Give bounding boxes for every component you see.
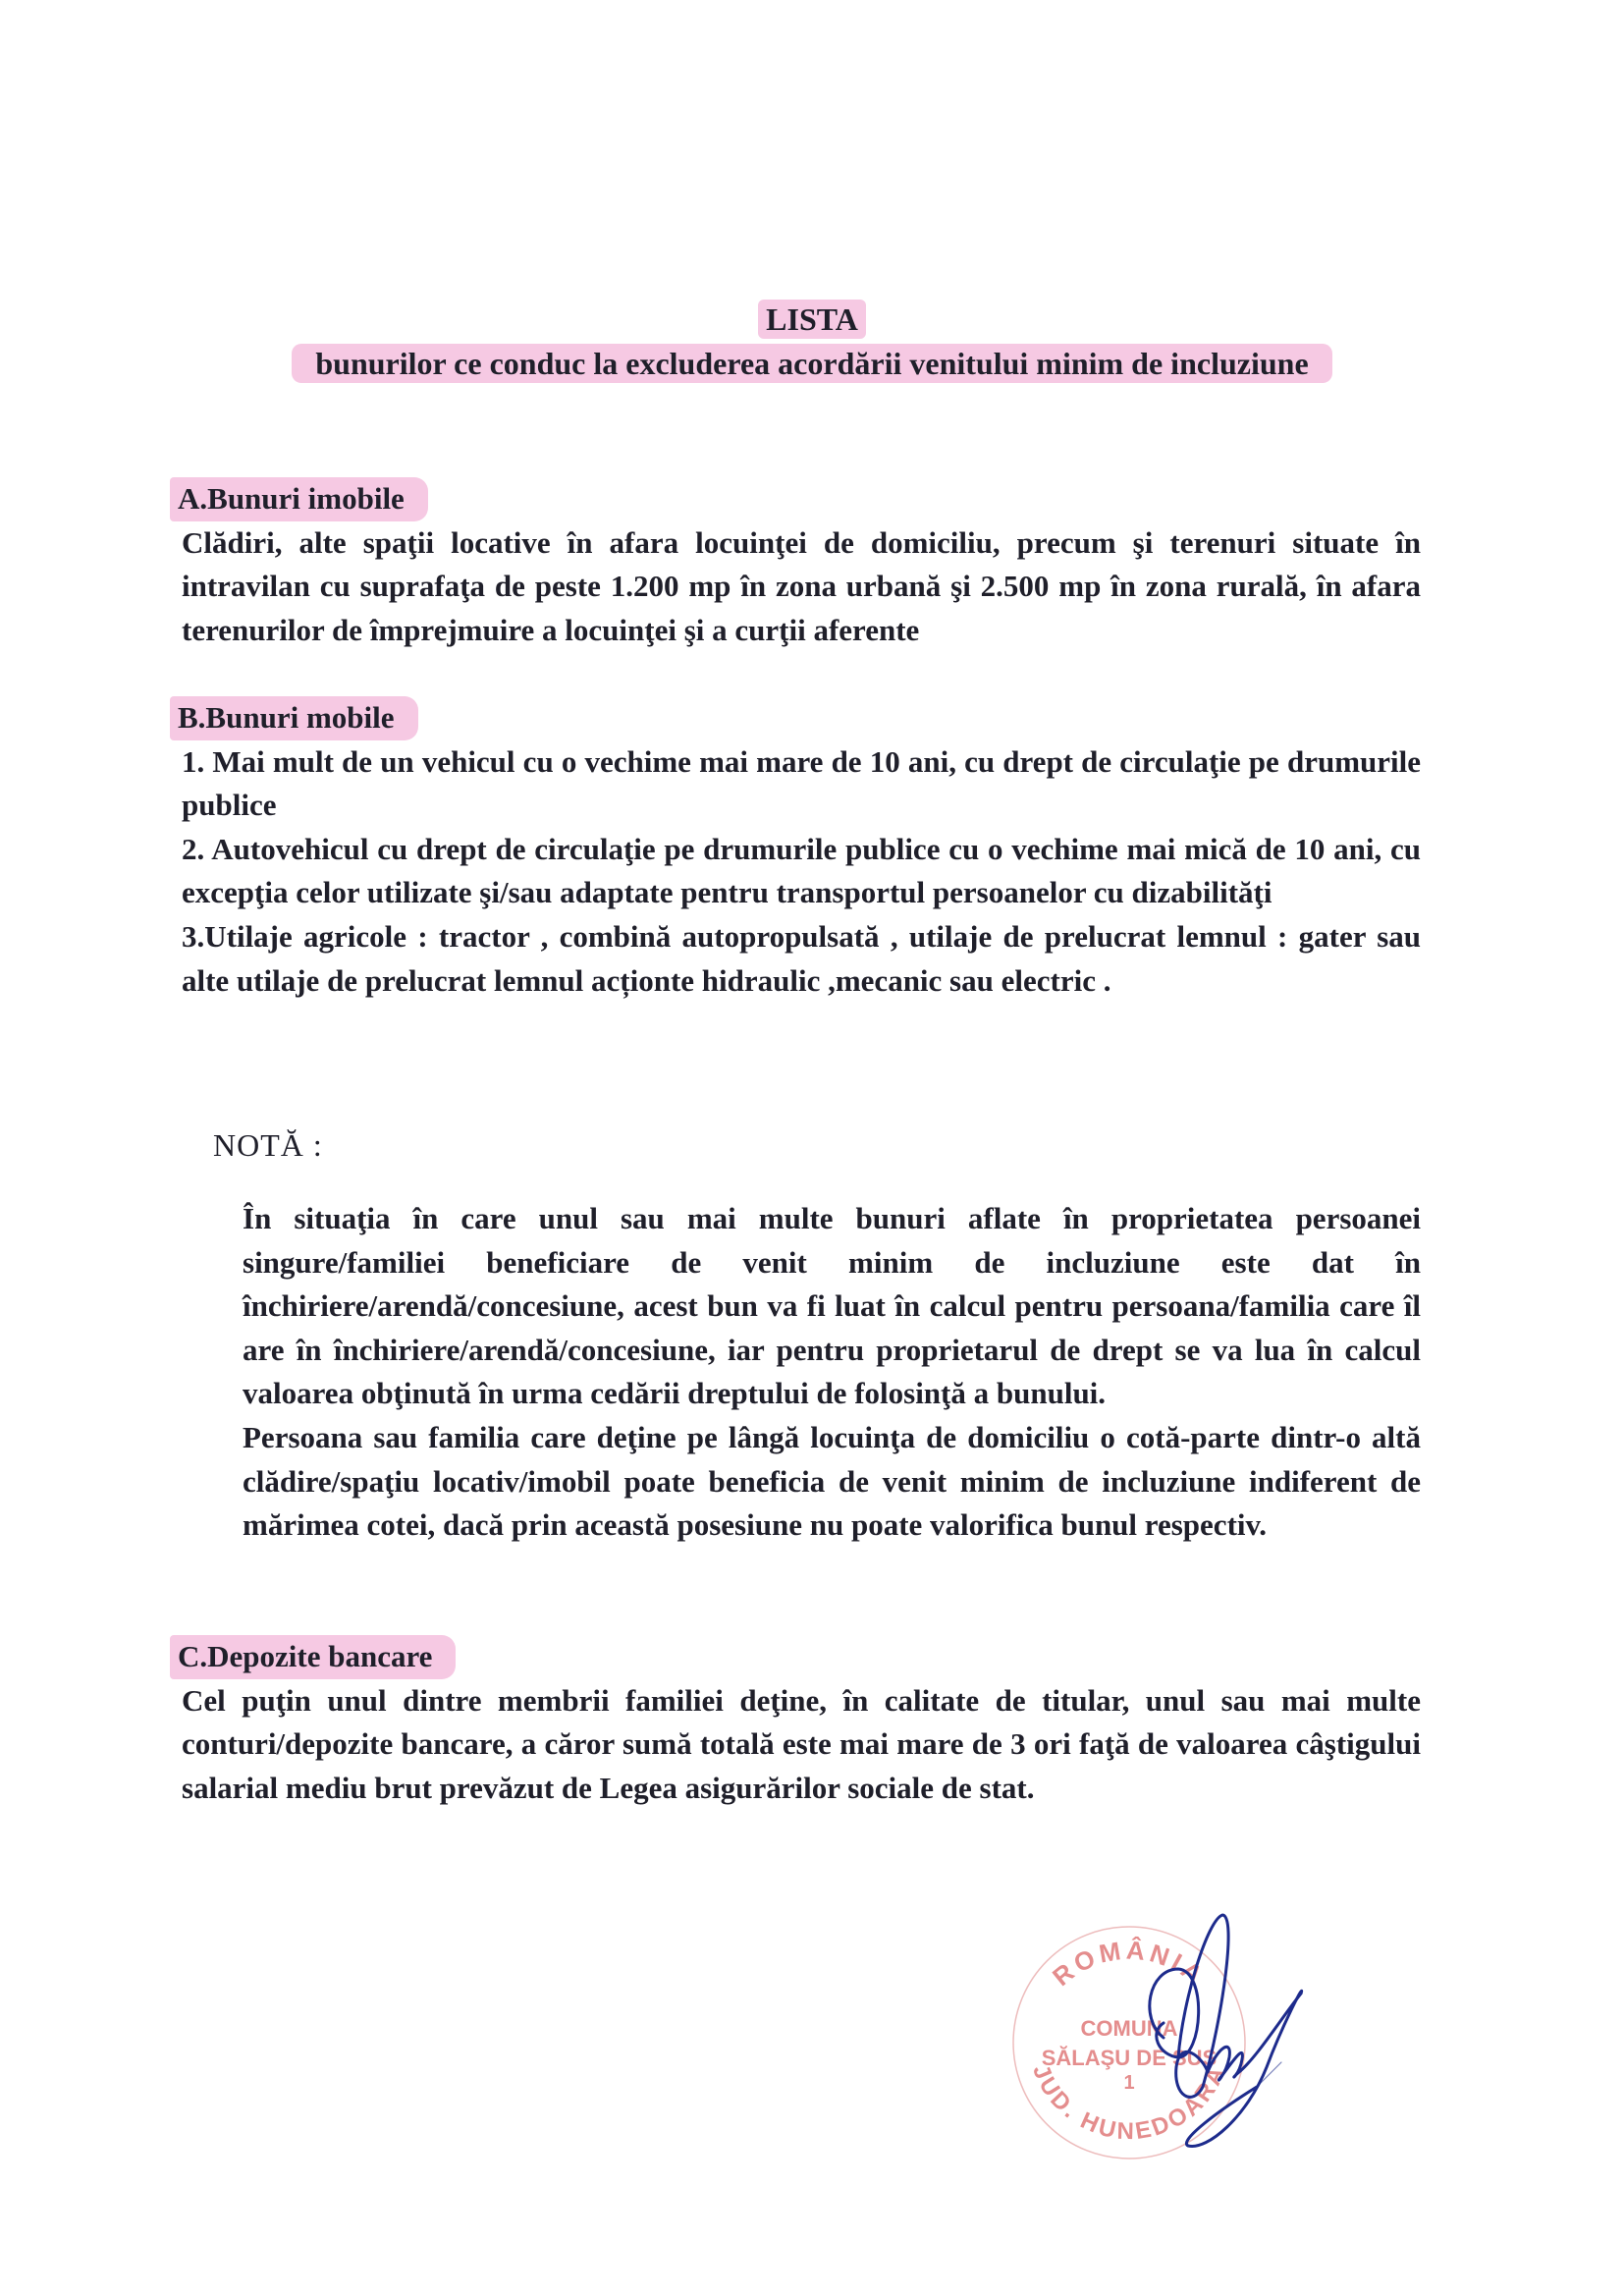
section-a [178, 477, 1421, 652]
section-c-heading: C.Depozite bancare [170, 1635, 456, 1679]
nota-label: NOTĂ : [213, 1127, 323, 1163]
section-a-heading: A.Bunuri imobile [170, 477, 428, 521]
document-title [0, 300, 1624, 339]
stamp-top-arc: ROMÂNIA [1047, 1935, 1212, 1993]
section-a-text: Clădiri, alte spaţii locative în afara locuinţei de domiciliu, precum şi terenuri situate în intravilan cu suprafaţa de peste 1.200 mp în zona urbană şi 2.500 mp în zona rurală, în afara terenurilor de împrejmuire a locuinţei şi a curţii aferente [182, 524, 1421, 647]
section-c-text: Cel puţin unul dintre membrii familiei deţine, în calitate de titular, unul sau mai multe conturi/depozite bancare, a căror sumă totală este mai mare de 3 ori faţă de valoarea câştigului salarial mediu brut prevăzut de Legea asigurărilor sociale de stat. [182, 1682, 1421, 1805]
subtitle-text: bunurilor ce conduc la excluderea acordării venitului minim de incluziune [292, 344, 1331, 383]
stamp-line-1: COMUNA [1080, 2016, 1178, 2041]
section-b-heading: B.Bunuri mobile [170, 696, 418, 740]
section-b-item-1: 1. Mai mult de un vehicul cu o vechime mai mare de 10 ani, cu drept de circulaţie pe drumurile publice [182, 743, 1421, 823]
title-text: LISTA [758, 300, 866, 339]
signature-icon [1110, 1900, 1316, 2156]
nota-body [243, 1197, 1421, 1548]
stamp-bottom-arc: JUD. HUNEDOARA [1027, 2060, 1232, 2146]
section-b-item-3: 3.Utilaje agricole : tractor , combină autopropulsată , utilaje de prelucrat lemnul : gater sau alte utilaje de prelucrat lemnul acționte hidraulic ,mecanic sau electric . [182, 918, 1421, 998]
nota-paragraph-2: Persoana sau familia care deţine pe lângă locuinţa de domiciliu o cotă-parte dintr-o altă clădire/spaţiu locativ/imobil poate beneficia de venit minim de incluziune indiferent de mărimea cotei, dacă prin această posesiune nu poate valorifica bunul respectiv. [243, 1419, 1421, 1543]
nota-paragraph-1: În situaţia în care unul sau mai multe bunuri aflate în proprietatea persoanei singure/familiei beneficiare de venit minim de incluziune este dat în închiriere/arendă/concesiune, acest bun va fi luat în calcul pentru persoana/familia care îl are în închiriere/arendă/concesiune, iar pentru proprietarul de drept se va lua în calcul valoarea obţinută în urma cedării dreptului de folosinţă a bunului. [243, 1201, 1421, 1411]
stamp-line-2: SĂLAŞU DE SUS [1041, 2046, 1218, 2070]
document-subtitle [0, 342, 1624, 385]
section-c [178, 1635, 1421, 1810]
section-b-item-2: 2. Autovehicul cu drept de circulaţie pe drumurile publice cu o vechime mai mică de 10 ani, cu excepţia celor utilizate şi/sau adaptate pentru transportul persoanelor cu dizabilităţi [182, 831, 1421, 910]
section-b [178, 696, 1421, 1003]
stamp-line-3: 1 [1123, 2072, 1135, 2094]
